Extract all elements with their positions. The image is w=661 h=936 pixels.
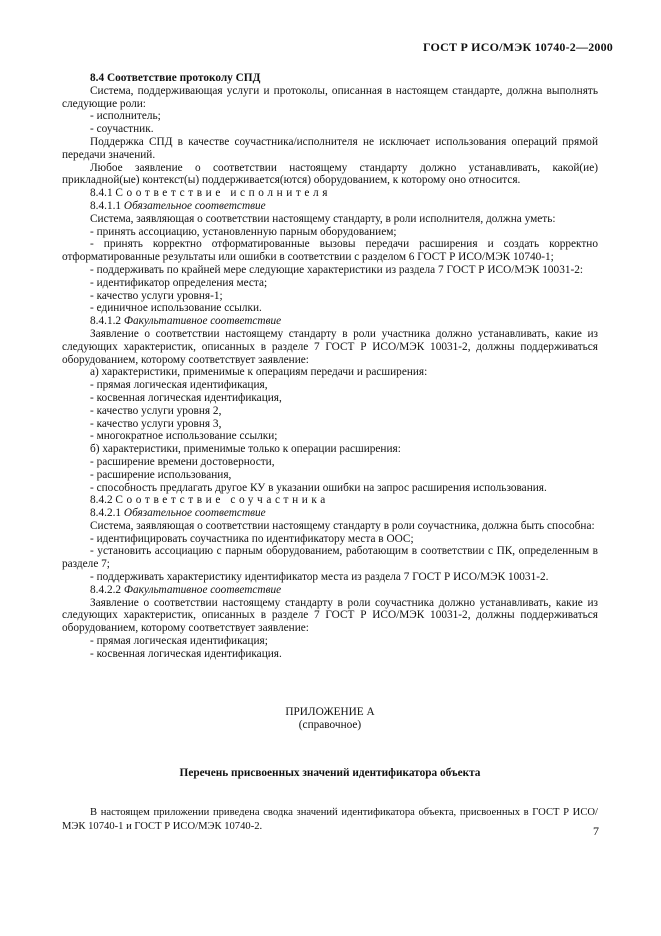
paragraph: Заявление о соответствии настоящему стандарту в роли участника должно устанавливать, какие из следующих характеристик, описанных в разделе 7 ГОСТ Р ИСО/МЭК 10031-2, должны поддерживаться оборудованием, которому соответствует заявление: [62,327,598,366]
section-number: 8.4.1 [90,187,113,200]
list-item: - идентифицировать соучастника по идентификатору места в ООС; [90,532,414,545]
section-title: Факультативное соответствие [123,315,282,328]
section-8-4-1-heading [62,187,598,200]
list-group-heading: б) характеристики, применимые только к операции расширения: [90,443,401,456]
section-number: 8.4.2.2 [90,583,122,596]
section-number: 8.4.2 [90,494,113,507]
list-item: - качество услуги уровня-1; [90,289,223,302]
list-item: - соучастник. [90,123,154,136]
section-number: 8.4.1.2 [90,315,122,328]
paragraph: Система, заявляющая о соответствии настоящему стандарту в роли соучастника, должна быть способна: [90,519,595,532]
section-number: 8.4 [90,72,105,84]
section-8-4-1-2-heading [62,315,598,328]
list-item: - расширение времени достоверности, [90,455,275,468]
list-item: - принять ассоциацию, установленную парным оборудованием; [90,225,397,238]
list-item: - поддерживать характеристику идентификатор места из раздела 7 ГОСТ Р ИСО/МЭК 10031-2. [90,571,549,584]
paragraph: Любое заявление о соответствии настоящему стандарту должно устанавливать, какой(ие) прикладной(ые) контекст(ы) поддерживается(ются) оборудованием, к которому оно относится. [62,161,598,187]
section-8-4-2-2-heading [62,584,598,597]
paragraph: Заявление о соответствии настоящему стандарту в роли соучастника должно устанавливать, какие из следующих характеристик, описанных в разделе 7 ГОСТ Р ИСО/МЭК 10031-2, должны поддерживаться оборудованием, которому соответствует заявление: [62,596,598,635]
list-item: - многократное использование ссылки; [90,430,278,443]
paragraph: Система, заявляющая о соответствии настоящему стандарту, в роли исполнителя, должна уметь: [90,212,556,225]
appendix-title: ПРИЛОЖЕНИЕ А [285,706,375,718]
section-title: Факультативное соответствие [123,583,282,596]
running-header: ГОСТ Р ИСО/МЭК 10740-2—2000 [422,40,613,54]
list-group-heading: а) характеристики, применимые к операциям передачи и расширения: [90,366,428,379]
appendix-subtitle: (справочное) [298,719,362,731]
section-title: Обязательное соответствие [123,199,266,212]
appendix-intro: В настоящем приложении приведена сводка значений идентификатора объекта, присвоенных в ГОСТ Р ИСО/МЭК 10740-1 и ГОСТ Р ИСО/МЭК 10740-2. [62,806,598,832]
list-item: - поддерживать по крайней мере следующие характеристики из раздела 7 ГОСТ Р ИСО/МЭК 10031-2: [90,263,584,276]
page-number: 7 [593,824,599,838]
list-item: - прямая логическая идентификация, [90,379,268,392]
list-item: - прямая логическая идентификация; [90,635,268,648]
section-title: Соответствие протоколу СПД [106,72,261,84]
list-item: - качество услуги уровня 2, [90,404,222,417]
section-8-4-2-1-heading [62,507,598,520]
section-title: Соответствие исполнителя [115,187,332,200]
list-item: - установить ассоциацию с парным оборудованием, работающим в соответствии с ПК, определенным в разделе 7; [62,545,598,571]
list-item: - принять корректно отформатированные вызовы передачи расширения и создать корректно отформатированные результаты или ошибки в соответствии с разделом 6 ГОСТ Р ИСО/МЭК 10740-1; [62,238,598,264]
section-8-4-1-1-heading [62,200,598,213]
section-8-4-heading [62,72,598,85]
list-item: - единичное использование ссылки. [90,302,262,315]
paragraph: Система, поддерживающая услуги и протоколы, описанная в настоящем стандарте, должна выполнять следующие роли: [62,84,598,110]
main-text [62,72,598,661]
section-8-4-2-heading [62,494,598,507]
list-item: - идентификатор определения места; [90,276,268,289]
section-title: Соответствие соучастника [115,494,329,507]
list-item: - косвенная логическая идентификация. [90,647,282,660]
section-number: 8.4.1.1 [90,199,122,212]
list-item: - способность предлагать другое КУ в указании ошибки на запрос расширения использования. [90,481,547,494]
paragraph: Поддержка СПД в качестве соучастника/исполнителя не исключает использования операций прямой передачи значений. [62,135,598,161]
section-number: 8.4.2.1 [90,507,122,520]
list-item: - исполнитель; [90,110,161,123]
list-item: - косвенная логическая идентификация, [90,391,282,404]
list-item: - расширение использования, [90,468,232,481]
appendix-heading: Перечень присвоенных значений идентификатора объекта [179,767,481,779]
section-title: Обязательное соответствие [123,507,266,520]
list-item: - качество услуги уровня 3, [90,417,222,430]
